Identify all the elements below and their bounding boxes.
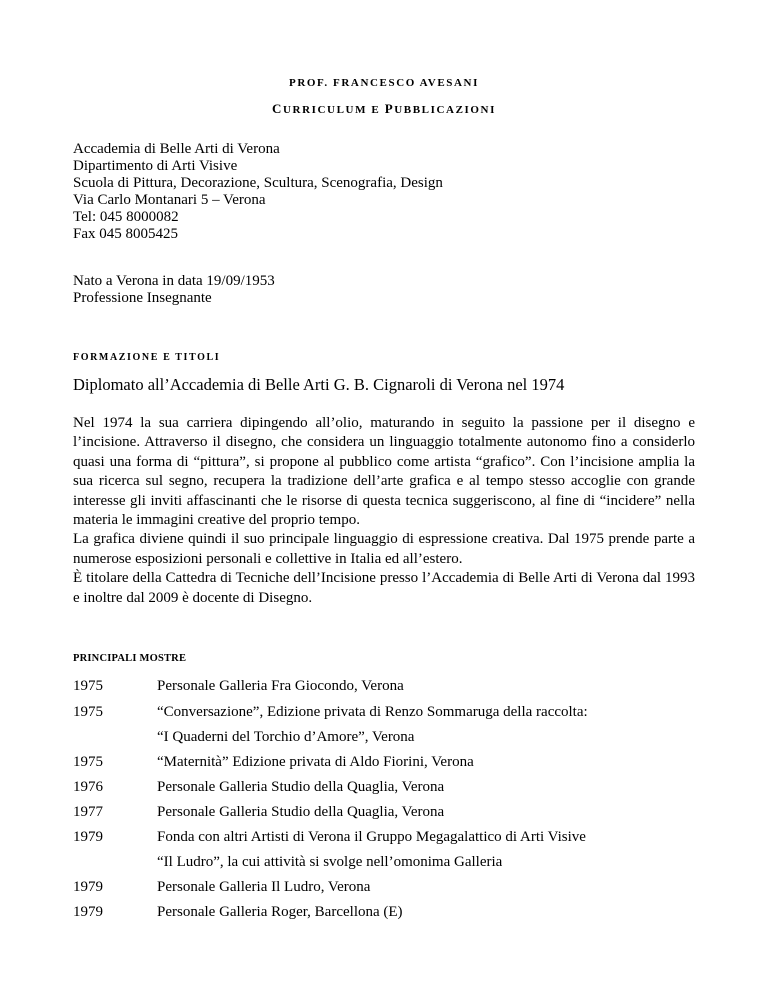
exhibition-row [73, 753, 474, 771]
exhibition-year: 1975 [73, 678, 103, 694]
exhibition-text: “Maternità” Edizione privata di Aldo Fiorini, Verona [157, 754, 474, 770]
exhibition-text: Personale Galleria Studio della Quaglia, Verona [157, 779, 445, 795]
section-heading-mostre: PRINCIPALI MOSTRE [73, 653, 187, 664]
title-part: C [272, 101, 283, 116]
exhibition-year: 1977 [73, 804, 103, 820]
exhibition-text-continued: “I Quaderni del Torchio d’Amore”, Verona [157, 729, 415, 745]
contact-block [73, 141, 443, 243]
title-part: UBBLICAZIONI [394, 104, 496, 116]
exhibition-text: “Conversazione”, Edizione privata di Renzo Sommaruga della raccolta: [157, 704, 588, 720]
exhibition-year: 1979 [73, 879, 103, 895]
department-name: Dipartimento di Arti Visive [73, 158, 238, 174]
exhibition-year: 1979 [73, 904, 103, 920]
author-name: PROF. FRANCESCO AVESANI [289, 77, 479, 89]
fax: Fax 045 8005425 [73, 226, 178, 242]
title-part: P [384, 101, 395, 116]
biography [73, 414, 695, 608]
title-part: URRICULUM E [283, 104, 385, 116]
exhibition-year: 1979 [73, 829, 103, 845]
school-name: Scuola di Pittura, Decorazione, Scultura, Scenografia, Design [73, 175, 443, 191]
address: Via Carlo Montanari 5 – Verona [73, 192, 266, 208]
document-title [0, 101, 768, 117]
bio-paragraph: È titolare della Cattedra di Tecniche dell’Incisione presso l’Accademia di Belle Arti di Verona dal 1993 e inoltre dal 2009 è docente di Disegno. [73, 570, 695, 606]
exhibition-text: Personale Galleria Il Ludro, Verona [157, 879, 371, 895]
exhibition-row [73, 903, 403, 921]
exhibition-row [73, 803, 444, 821]
institution-name: Accademia di Belle Arti di Verona [73, 141, 280, 157]
birth-info: Nato a Verona in data 19/09/1953 [73, 273, 275, 289]
exhibition-row [73, 677, 404, 695]
degree-line: Diplomato all’Accademia di Belle Arti G. B. Cignaroli di Verona nel 1974 [73, 375, 565, 394]
exhibition-text-continued: “Il Ludro”, la cui attività si svolge nell’omonima Galleria [157, 854, 503, 870]
exhibition-year: 1976 [73, 779, 103, 795]
personal-block [73, 273, 275, 307]
profession: Professione Insegnante [73, 290, 212, 306]
section-heading-formazione: FORMAZIONE E TITOLI [73, 352, 221, 363]
exhibition-text: Fonda con altri Artisti di Verona il Gruppo Megagalattico di Arti Visive [157, 829, 586, 845]
exhibition-year: 1975 [73, 754, 103, 770]
exhibition-text: Personale Galleria Studio della Quaglia, Verona [157, 804, 445, 820]
bio-paragraph: La grafica diviene quindi il suo principale linguaggio di espressione creativa. Dal 1975 prende parte a numerose esposizioni personali e collettive in Italia ed all’estero. [73, 531, 695, 567]
exhibition-row [73, 703, 588, 721]
exhibition-year: 1975 [73, 704, 103, 720]
telephone: Tel: 045 8000082 [73, 209, 179, 225]
exhibition-row [73, 828, 586, 846]
exhibition-row [73, 878, 370, 896]
exhibition-row [73, 778, 444, 796]
exhibition-text: Personale Galleria Fra Giocondo, Verona [157, 678, 404, 694]
exhibition-text: Personale Galleria Roger, Barcellona (E) [157, 904, 403, 920]
bio-paragraph: Nel 1974 la sua carriera dipingendo all’olio, maturando in seguito la passione per il disegno e l’incisione. Attraverso il disegno, che considera un linguaggio totalmente autonomo fino a considerlo quasi una forma di “pittura”, si propone al pubblico come artista “grafico”. Con l’incisione amplia la sua ricerca sul segno, recupera la tradizione dell’arte grafica e al tempo stesso accoglie con grande interesse gli inviti affascinanti che le risorse di questa tecnica suggeriscono, al fine di “incidere” nella materia le immagini creative del proprio tempo. [73, 415, 695, 529]
